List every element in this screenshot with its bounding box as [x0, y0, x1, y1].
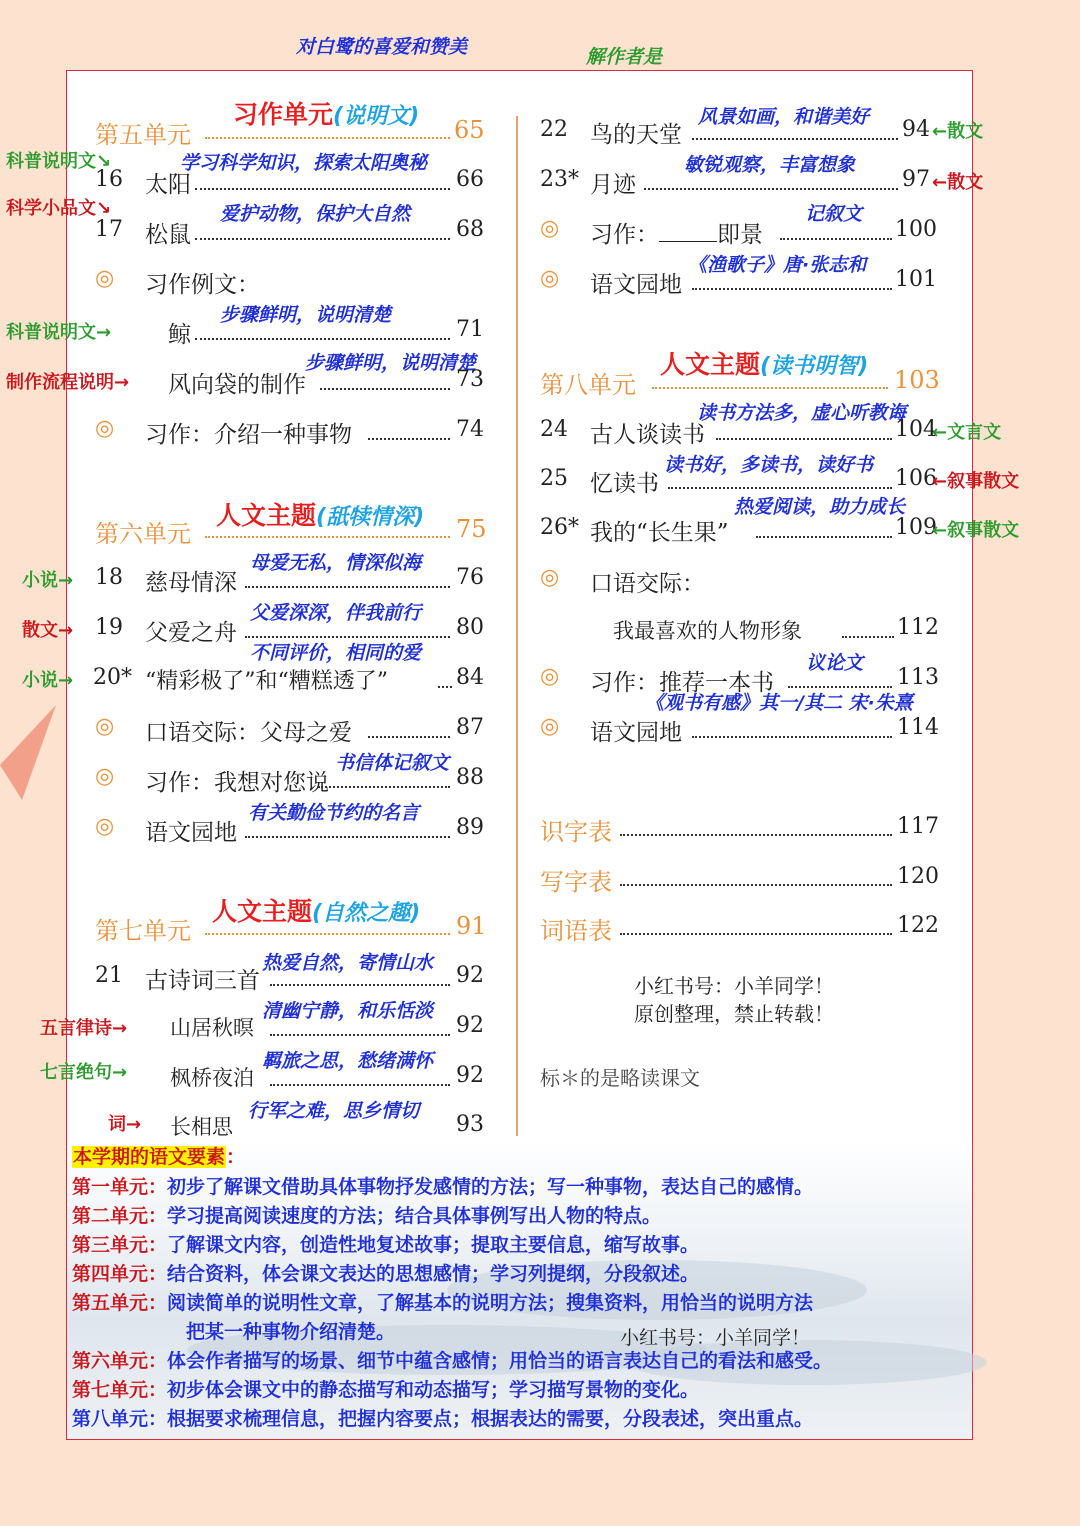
unit7-heading: 第七单元 — [95, 917, 191, 945]
lesson-page: 106 — [895, 466, 937, 491]
lesson-note: 不同评价，相同的爱 — [250, 642, 422, 664]
lesson-title: 长相思 — [170, 1115, 233, 1139]
lesson-title: 山居秋暝 — [170, 1016, 254, 1040]
lesson-page: 97 — [902, 167, 930, 192]
goal-unit-label: 第三单元： — [72, 1234, 168, 1256]
lesson-title: 太阳 — [145, 172, 191, 198]
goal-unit-label: 第八单元： — [72, 1408, 168, 1430]
lesson-number: 23* — [540, 167, 579, 192]
lesson-title: 风向袋的制作 — [168, 372, 306, 398]
goal-unit-label: 第一单元： — [72, 1176, 168, 1198]
lesson-number: 21 — [95, 963, 123, 988]
lesson-page: 101 — [895, 267, 937, 292]
lesson-note: 步骤鲜明，说明清楚 — [305, 352, 477, 374]
lesson-page: 87 — [456, 715, 484, 740]
lesson-title: 习作：我想对您说 — [145, 770, 329, 796]
goal-text: 根据要求梳理信息，把握内容要点；根据表达的需要，分段表述，突出重点。 — [167, 1408, 814, 1430]
bullet-icon: ◎ — [95, 814, 115, 839]
blank-line — [659, 241, 717, 242]
appendix-page: 120 — [897, 864, 939, 889]
goal-line — [72, 1173, 832, 1202]
side-label: 科普说明文→ — [6, 322, 112, 343]
side-label: 科普说明文↘ — [6, 151, 112, 172]
lesson-page: 113 — [897, 665, 939, 690]
goals-list — [72, 1173, 832, 1434]
lesson-note: 风景如画，和谐美好 — [698, 106, 870, 128]
lesson-note: 记叙文 — [805, 203, 863, 225]
lesson-number: 25 — [540, 466, 568, 491]
goal-text: 初步了解课文借助具体事物抒发感情的方法；写一种事物，表达自己的感情。 — [167, 1176, 814, 1198]
top-note-right: 解作者是 — [586, 46, 663, 68]
lesson-page: 92 — [456, 963, 484, 988]
side-label: 词→ — [108, 1114, 142, 1135]
lesson-page: 100 — [895, 217, 937, 242]
side-label: ←文言文 — [932, 422, 1002, 443]
bullet-icon: ◎ — [540, 664, 560, 689]
unit8-theme: 人文主题(读书明智) — [660, 350, 869, 379]
credit-line: 原创整理，禁止转载！ — [634, 1002, 834, 1026]
lesson-note: 《渔歌子》唐·张志和 — [688, 254, 867, 276]
top-note-left: 对白鹭的喜爱和赞美 — [296, 36, 468, 58]
lesson-number: 16 — [95, 167, 123, 192]
goals-heading: 本学期的语文要素： — [73, 1146, 246, 1168]
bullet-icon: ◎ — [540, 714, 560, 739]
lesson-note: 步骤鲜明，说明清楚 — [220, 304, 392, 326]
goal-unit-label: 第四单元： — [72, 1263, 168, 1285]
lesson-page: 71 — [456, 317, 484, 342]
lesson-note: 行军之难，思乡情切 — [248, 1100, 420, 1122]
lesson-title: 习作： 即景 — [590, 222, 763, 248]
lesson-note: 热爱阅读，助力成长 — [734, 496, 906, 518]
lesson-number: 26* — [540, 515, 579, 540]
lesson-title: 语文园地 — [590, 720, 682, 746]
lesson-note: 议论文 — [806, 652, 864, 674]
side-label: 小说→ — [22, 570, 74, 591]
lesson-page: 66 — [456, 167, 484, 192]
lesson-page: 80 — [456, 615, 484, 640]
bullet-icon: ◎ — [540, 565, 560, 590]
lesson-page: 88 — [456, 765, 484, 790]
lesson-note: 爱护动物，保护大自然 — [220, 203, 411, 225]
goal-text: 体会作者描写的场景、细节中蕴含感情；用恰当的语言表达自己的看法和感受。 — [167, 1350, 833, 1372]
goal-line — [72, 1347, 832, 1376]
lesson-note: 学习科学知识，探索太阳奥秘 — [180, 152, 428, 174]
goal-unit-label: 第二单元： — [72, 1205, 168, 1227]
goal-line — [72, 1260, 832, 1289]
unit7-theme: 人文主题(自然之趣) — [212, 897, 421, 926]
lesson-note: 《观书有感》其一/其二 宋·朱熹 — [645, 692, 913, 714]
goal-line — [72, 1202, 832, 1231]
lesson-page: 92 — [456, 1013, 484, 1038]
lesson-title: 语文园地 — [145, 820, 237, 846]
lesson-number: 17 — [95, 217, 123, 242]
bullet-icon: ◎ — [95, 416, 115, 441]
example-heading: 习作例文： — [145, 272, 260, 298]
bullet-icon: ◎ — [95, 266, 115, 291]
goal-unit-label: 第六单元： — [72, 1350, 168, 1372]
unit5-page: 65 — [454, 116, 485, 144]
lesson-title: 慈母情深 — [145, 570, 237, 596]
unit8-heading: 第八单元 — [540, 371, 636, 399]
lesson-title: 忆读书 — [590, 471, 659, 497]
goal-text: 阅读简单的说明性文章，了解基本的说明方法；搜集资料，用恰当的说明方法 — [167, 1292, 814, 1314]
unit5-heading: 第五单元 — [95, 121, 191, 149]
lesson-title: 鸟的天堂 — [590, 122, 682, 148]
unit6-theme: 人文主题(舐犊情深) — [216, 501, 425, 530]
goal-line — [72, 1405, 832, 1434]
lesson-subtitle: 我最喜欢的人物形象 — [613, 619, 802, 643]
lesson-title: 月迹 — [590, 172, 636, 198]
goal-line — [72, 1231, 832, 1260]
unit6-page: 75 — [456, 515, 487, 543]
bullet-icon: ◎ — [95, 714, 115, 739]
lesson-page: 94 — [902, 117, 930, 142]
lesson-note: 父爱深深，伴我前行 — [250, 602, 422, 624]
lesson-page: 109 — [895, 515, 937, 540]
lesson-title: 古诗词三首 — [145, 968, 260, 994]
bullet-icon: ◎ — [95, 764, 115, 789]
appendix-title: 写字表 — [540, 868, 612, 896]
appendix-page: 122 — [897, 913, 939, 938]
unit6-heading: 第六单元 — [95, 520, 191, 548]
lesson-note: 热爱自然，寄情山水 — [262, 952, 434, 974]
goal-text: 把某一种事物介绍清楚。 — [186, 1321, 396, 1343]
lesson-title: 鲸 — [168, 322, 191, 348]
side-label: ←叙事散文 — [932, 471, 1020, 492]
unit7-page: 91 — [456, 912, 487, 940]
lesson-page: 93 — [456, 1112, 484, 1137]
lesson-note: 羁旅之思，愁绪满怀 — [262, 1050, 434, 1072]
lesson-title: 父爱之舟 — [145, 620, 237, 646]
lesson-page: 112 — [897, 615, 939, 640]
appendix-title: 识字表 — [540, 818, 612, 846]
side-label: 制作流程说明→ — [6, 372, 130, 393]
goal-unit-label: 第七单元： — [72, 1379, 168, 1401]
lesson-number: 20* — [93, 665, 132, 690]
appendix-page: 117 — [897, 814, 939, 839]
goal-unit-label: 第五单元： — [72, 1292, 168, 1314]
appendix-title: 词语表 — [540, 917, 612, 945]
lesson-title: 口语交际：父母之爱 — [145, 720, 352, 746]
lesson-page: 68 — [456, 217, 484, 242]
lesson-number: 22 — [540, 117, 568, 142]
lesson-note: 母爱无私，情深似海 — [250, 552, 422, 574]
bullet-icon: ◎ — [540, 266, 560, 291]
goal-text: 了解课文内容，创造性地复述故事；提取主要信息，缩写故事。 — [167, 1234, 700, 1256]
lesson-title: 枫桥夜泊 — [170, 1066, 254, 1090]
lesson-title: 松鼠 — [145, 222, 191, 248]
lesson-title: 口语交际： — [590, 571, 705, 597]
bullet-icon: ◎ — [540, 216, 560, 241]
goal-text: 初步体会课文中的静态描写和动态描写；学习描写景物的变化。 — [167, 1379, 700, 1401]
lesson-title: 习作：推荐一本书 — [590, 670, 774, 696]
credit-line: 小红书号：小羊同学！ — [634, 974, 834, 998]
lesson-page: 84 — [456, 665, 484, 690]
side-label: 五言律诗→ — [40, 1018, 128, 1039]
side-label: ←叙事散文 — [932, 520, 1020, 541]
lesson-page: 76 — [456, 565, 484, 590]
lesson-title: 古人谈读书 — [590, 422, 705, 448]
lesson-page: 89 — [456, 815, 484, 840]
goal-text: 学习提高阅读速度的方法；结合具体事例写出人物的特点。 — [167, 1205, 662, 1227]
lesson-number: 24 — [540, 417, 568, 442]
lesson-page: 104 — [895, 417, 937, 442]
arrow-decoration-icon — [0, 705, 60, 800]
lesson-note: 读书方法多，虚心听教诲 — [697, 402, 907, 424]
lesson-number: 18 — [95, 565, 123, 590]
side-label: 散文→ — [22, 620, 74, 641]
side-label: ←散文 — [932, 172, 984, 193]
lesson-page: 74 — [456, 417, 484, 442]
column-divider — [516, 116, 518, 1136]
lesson-title: 我的“长生果” — [590, 520, 729, 546]
lesson-number: 19 — [95, 615, 123, 640]
lesson-note: 有关勤俭节约的名言 — [248, 802, 420, 824]
side-label: 科学小品文↘ — [6, 198, 112, 219]
unit8-page: 103 — [894, 366, 940, 394]
watermark-text: 小红书号：小羊同学！ — [620, 1327, 811, 1349]
goal-text: 结合资料，体会课文表达的思想感情；学习列提纲，分段叙述。 — [167, 1263, 700, 1285]
lesson-note: 清幽宁静，和乐恬淡 — [262, 1000, 434, 1022]
goal-line — [72, 1289, 832, 1318]
lesson-page: 73 — [456, 367, 484, 392]
side-label: 七言绝句→ — [40, 1062, 128, 1083]
lesson-page: 114 — [897, 715, 939, 740]
unit5-theme: 习作单元(说明文) — [233, 100, 420, 129]
footnote: 标＊的是略读课文 — [540, 1066, 700, 1090]
side-label: 小说→ — [22, 670, 74, 691]
lesson-title: 语文园地 — [590, 272, 682, 298]
lesson-title: 习作：介绍一种事物 — [145, 422, 352, 448]
lesson-title: “精彩极了”和“糟糕透了” — [145, 669, 388, 694]
side-label: ←散文 — [932, 121, 984, 142]
goal-line — [72, 1376, 832, 1405]
lesson-note: 敏锐观察，丰富想象 — [684, 154, 856, 176]
lesson-note: 读书好，多读书，读好书 — [664, 454, 874, 476]
lesson-page: 92 — [456, 1063, 484, 1088]
lesson-note: 书信体记叙文 — [335, 752, 450, 774]
